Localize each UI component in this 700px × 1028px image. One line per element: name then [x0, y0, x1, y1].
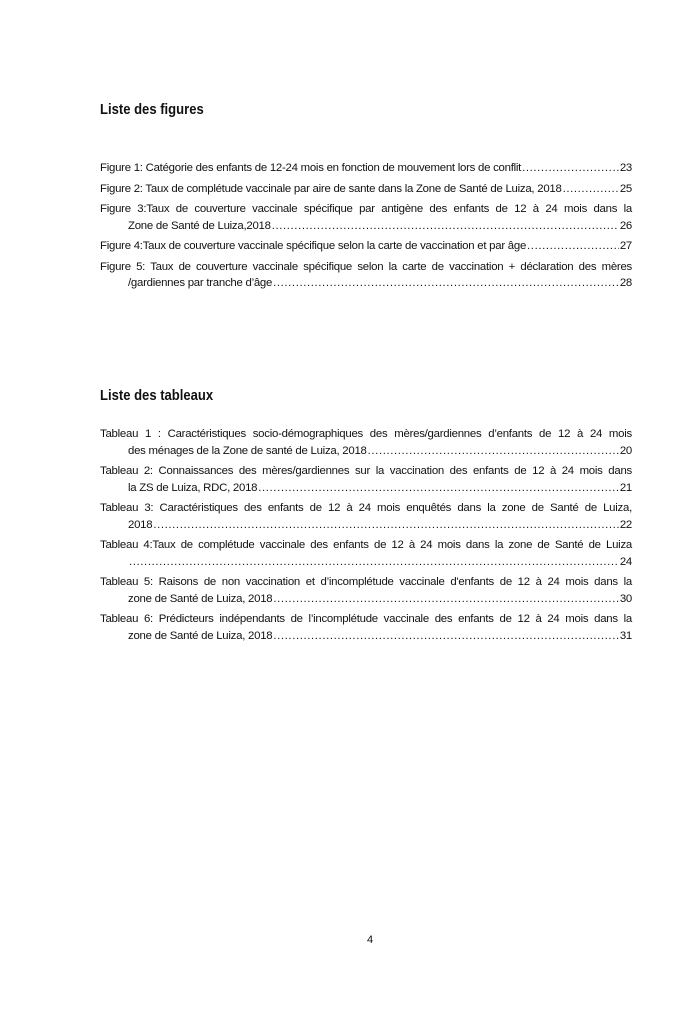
figure-entry-text-cont: /gardiennes par tranche d’âge	[128, 277, 273, 289]
figure-entry-4[interactable]	[100, 238, 632, 255]
page-number: 4	[366, 934, 374, 946]
dot-leader	[273, 591, 618, 608]
table-entry-text-cont: zone de Santé de Luiza, 2018	[128, 592, 273, 605]
figure-entry-text: Figure 1: Catégorie des enfants de 12-24 mois en fonction de mouvement lors de conflit	[100, 162, 522, 174]
dot-leader	[272, 218, 619, 235]
dot-leader	[527, 238, 619, 255]
figure-entry-page: 26	[619, 219, 632, 232]
tables-list	[100, 426, 632, 648]
table-entry-1[interactable]	[100, 426, 632, 459]
table-entry-text: Tableau 4:Taux de complétude vaccinale des enfants de 12 à 24 mois dans la zone de Santé de Luiza	[100, 539, 632, 551]
table-entry-page: 21	[619, 481, 632, 494]
table-entry-page: 22	[619, 518, 632, 531]
table-entry-6[interactable]	[100, 611, 632, 644]
figure-entry-text: Figure 2: Taux de complétude vaccinale par aire de sante dans la Zone de Santé de Luiza, 2018	[100, 182, 562, 195]
dot-leader	[273, 628, 618, 645]
table-entry-text: Tableau 1 : Caractéristiques socio-démographiques des mères/gardiennes d’enfants de 12 à 24 mois	[100, 428, 632, 440]
figures-list-title: Liste des figures	[100, 102, 204, 118]
table-entry-text: Tableau 5: Raisons de non vaccination et d’incomplétude vaccinale d'enfants de 12 à 24 mois dans la	[100, 576, 632, 588]
figure-entry-page: 25	[619, 182, 632, 195]
table-entry-text: Tableau 6: Prédicteurs indépendants de l’incomplétude vaccinale des enfants de 12 à 24 mois dans la	[100, 613, 632, 625]
table-entry-text-cont: 2018	[128, 518, 153, 531]
dot-leader	[368, 443, 619, 460]
dot-leader	[258, 480, 619, 497]
table-entry-5[interactable]	[100, 574, 632, 607]
table-entry-text-cont: la ZS de Luiza, RDC, 2018	[128, 481, 258, 494]
figure-entry-2[interactable]	[100, 181, 632, 198]
table-entry-4[interactable]	[100, 537, 632, 570]
figure-entry-3[interactable]	[100, 201, 632, 234]
figure-entry-text: Figure 3:Taux de couverture vaccinale spécifique par antigène des enfants de 12 à 24 mois dans la	[100, 203, 632, 215]
figure-entry-page: 28	[619, 277, 632, 289]
figure-entry-page: 23	[619, 162, 632, 174]
table-entry-text-cont: des ménages de la Zone de santé de Luiza, 2018	[128, 444, 367, 457]
dot-leader	[153, 517, 618, 534]
table-entry-page: 30	[619, 592, 632, 605]
dot-leader	[129, 554, 619, 571]
figure-entry-text-cont: Zone de Santé de Luiza,2018	[128, 219, 271, 232]
figure-entry-page: 27	[619, 240, 632, 252]
figure-entry-1[interactable]	[100, 160, 632, 177]
figure-entry-text: Figure 5: Taux de couverture vaccinale spécifique selon la carte de vaccination + déclaration des mères	[100, 260, 632, 273]
table-entry-page: 31	[619, 629, 632, 642]
figure-entry-text: Figure 4:Taux de couverture vaccinale spécifique selon la carte de vaccination et par âge	[100, 240, 527, 252]
table-entry-page: 24	[619, 555, 632, 568]
dot-leader	[522, 160, 619, 177]
table-entry-text: Tableau 3: Caractéristiques des enfants de 12 à 24 mois enquêtés dans la zone de Santé de Luiza,	[100, 502, 632, 514]
dot-leader	[563, 181, 619, 198]
table-entry-3[interactable]	[100, 500, 632, 533]
tables-list-title: Liste des tableaux	[100, 388, 214, 404]
figure-entry-5[interactable]	[100, 259, 632, 292]
dot-leader	[273, 275, 619, 292]
table-entry-text: Tableau 2: Connaissances des mères/gardiennes sur la vaccination des enfants de 12 à 24 mois dans	[100, 465, 632, 477]
table-entry-2[interactable]	[100, 463, 632, 496]
table-entry-page: 20	[619, 444, 632, 457]
figures-list	[100, 160, 632, 296]
table-entry-text-cont: zone de Santé de Luiza, 2018	[128, 629, 273, 642]
